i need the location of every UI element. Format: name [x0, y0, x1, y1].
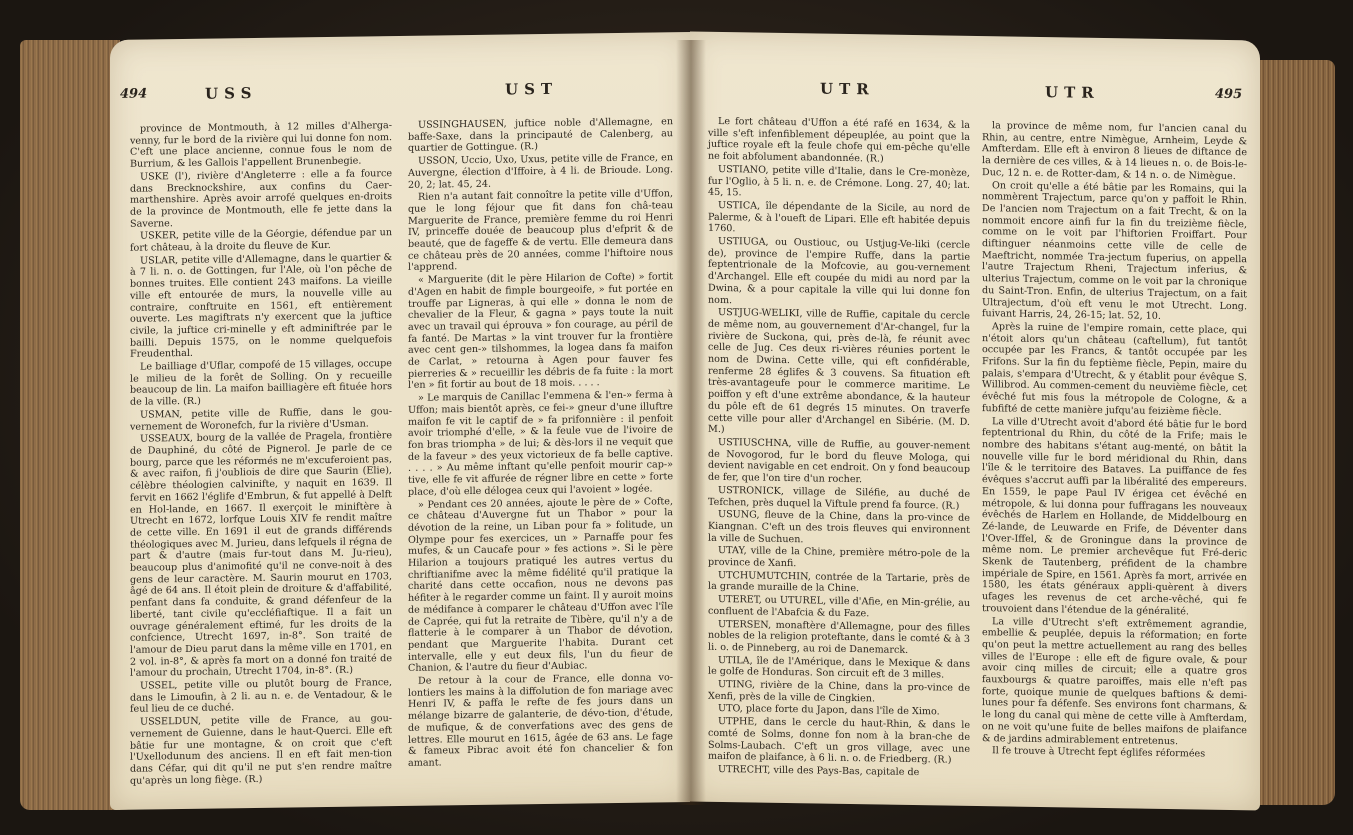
entry-paragraph: USTIANO, petite ville d'Italie, dans le Cre-monèze, fur l'Oglio, à 5 li. n. e. de Crémone. Long. 27, 40; lat. 45, 15. — [708, 163, 970, 199]
entry-paragraph: On croit qu'elle a été bâtie par les Romains, qui la nommèrent Trajectum, parce qu'on y paffoit le Rhin. De l'ancien nom Trajectum on a fait Trecht, & on la nommoit encore ainfi fur la fin du treizième fiècle, comme on le voit par l'hiftorien Froiffart. Pour diftinguer néanmoins cette ville de celle de Maeftricht, nommée Tra-jectum fuperius, on appella l'autre Trajectum Rheni, Trajectum inferius, & ulterius Trajectum, comme on le voit par la chronique du Saint-Tron. Enfin, de ulterius Trajectum, on a fait Ultrajectum, d'où eft venu le mot Utrecht. Long. fuivant Harris, 24, 26-15; lat. 52, 10. — [982, 179, 1247, 323]
entry-paragraph: « Marguerite (dit le père Hilarion de Cofte) » fortit d'Agen en habit de fimple bourgeoife, » fut portée en trouffe par Ligneras, à qui elle » donna le nom de chevalier de la Fleur, & gagna » pays toute la nuit avec un travail qui éprouva » fon courage, au péril de fa fanté. De Martas » la vint trouver fur la frontière avec cent gen-» tilshommes, la logea dans fa maifon de Carlat, » retourna à Agen pour fauver fes pierreries & » recueillir les débris de fa fuite : la mort l'en » fit fortir au bout de 18 mois. . . . . — [408, 271, 673, 392]
entry-paragraph: USLAR, petite ville d'Allemagne, dans le quartier & à 7 li. n. o. de Gottingen, fur l'Ale, où l'on pêche de bonnes truites. Elle contient 243 maifons. La vieille ville eft entourée de murs, la nouvelle ville au contraire, conftruite en 1561, eft entièrement ouverte. Les magiftrats n'y exercent que la juftice civile, la juftice cri-minelle y eft adminiftrée par le bailli. Depuis 1575, on le nomme quelquefois Freudenthal. — [130, 251, 392, 361]
right-page — [690, 32, 1260, 811]
running-head-right-col1: UTR — [820, 79, 875, 99]
entry-paragraph: » Pendant ces 20 années, ajoute le père de » Cofte, ce château d'Auvergne fut un Thabor » pour la dévotion de la reine, un Liban pour fa » folitude, un Olympe pour fes exercices, un » Parnaffe pour fes mufes, & un Caucafe pour » fes actions ». Si le père Hilarion a toujours pratiqué les autres vertus du chriftianifme avec la même fidélité qu'il pratique la charité dans cette occafion, nous ne devons pas héfiter à le regarder comme un faint. Il y auroit moins de médifance à comparer le château d'Uffon avec l'île de Caprée, qui fut la retraite de Tibère, qu'il n'y a de flatterie à le comparer à un Thabor de dévotion, pendant que Marguerite l'habita. Durant cet intervalle, elle y eut deux fils, l'un du fieur de Chanion, & l'autre du fieur d'Aubiac. — [408, 495, 673, 675]
right-page-column-1 — [708, 116, 970, 781]
entry-paragraph: USKE (l'), rivière d'Angleterre : elle a fa fource dans Brecknockshire, aux confins du Caer-marthenshire. Après avoir arrofé quelques en-droits de la province de Montmouth, elle fe jette dans la Saverne. — [130, 167, 392, 230]
entry-paragraph: UTO, place forte du Japon, dans l'île de Ximo. — [718, 703, 940, 718]
entry-paragraph: USSINGHAUSEN, juftice noble d'Allemagne, en baffe-Saxe, dans la principauté de Calenberg, au quartier de Gottingue. (R.) — [408, 116, 673, 155]
entry-paragraph: province de Montmouth, à 12 milles d'Alherga-venny, fur le bord de la rivière qui lui donne fon nom. C'eft une place ancienne, connue fous le nom de Burrium, & les Gallois l'appellent Brunenbegie. — [130, 120, 392, 170]
entry-paragraph: UTERET, ou UTUREL, ville d'Afie, en Min-grélie, au confluent de l'Abafcia & du Faze. — [708, 594, 970, 620]
entry-paragraph: USKER, petite ville de la Géorgie, défendue par un fort château, à la droite du fleuve de Kur. — [130, 227, 392, 254]
entry-paragraph: UTPHE, dans le cercle du haut-Rhin, & dans le comté de Solms, donne fon nom à la bran-che de Solms-Laubach. C'eft un gros village, avec une maifon de plaifance, à 6 li. n. o. de Friedberg. (R.) — [708, 716, 970, 766]
running-head-right-col2: UTR — [1045, 83, 1100, 102]
left-page-column-1 — [130, 120, 392, 788]
entry-paragraph: UTERSEN, monaftère d'Allemagne, pour des filles nobles de la religion proteftante, dans le comté & à 3 li. o. de Pinneberg, au roi de Danemarck. — [708, 618, 970, 656]
entry-paragraph: » Le marquis de Canillac l'emmena & l'en-» ferma à Uffon; mais bientôt après, ce fei-» gneur d'une illuftre maifon fe vit le captif de » fa prifonnière : il penfoit avoir triomphé d'elle, » & la feule vue de l'ivoire de fon bras triompha » de lui; & dès-lors il ne vequit que de la faveur » des yeux victorieux de fa belle captive. . . . . » Au même inftant qu'elle penfoit mourir cap-» tive, elle fe vit affurée de régner libre en cette » forte place, d'où elle délogea ceux qui l'avoient » logée. — [408, 389, 673, 498]
right-page-edges — [1250, 60, 1335, 805]
entry-paragraph: la province de même nom, fur l'ancien canal du Rhin, au centre, entre Nimègue, Arnheim, Leyde & Amfterdam. Elle eft à environ 8 lieues de diftance de la dernière de ces villes, & à 14 lieues n. o. de Bois-le-Duc, 12 n. e. de Rotter-dam, & 14 n. o. de Nimègue. — [982, 120, 1247, 182]
entry-paragraph: USSEAUX, bourg de la vallée de Pragela, frontière de Dauphiné, du côté de Pignerol. Je parle de ce bourg, parce que les réformés ne m'excuferoient pas, & avec raifon, fi j'oubliois de dire que Saurin (Elie), célèbre théologien calvinifte, y naquit en 1639. Il fervit en 1662 l'églife d'Embrun, & fut appellé à Delft en Hol-lande, en 1667. Il exerçoit le miniftère à Utrecht en 1672, lorfque Louis XIV fe rendit maître de cette ville. En 1691 il eut de grands différends théologiques avec M. Jurieu, dans lefquels il régna de part & d'autre (mais fur-tout dans M. Ju-rieu), beaucoup plus d'animofité qu'il ne conve-noit à des gens de leur caractère. M. Saurin mourut en 1703, âgé de 64 ans. Il étoit plein de droiture & d'affabilité, penfant dans fa conduite, & grand défenfeur de la liberté, tant civile qu'eccléfiaftique. Il a fait un ouvrage généralement eftimé, fur les droits de la confcience, Utrecht 1697, in-8°. Son traité de l'amour de Dieu parut dans la même ville en 1701, en 2 vol. in-8°, & après fa mort on a donné fon traité de l'amour du prochain, Utrecht 1704, in-8°. (R.) — [130, 430, 393, 680]
book-gutter — [676, 40, 706, 805]
page-number-right: 495 — [1215, 86, 1243, 103]
left-page — [110, 32, 690, 810]
entry-paragraph: Le fort château d'Uffon a été rafé en 1634, & la ville s'eft infenfiblement dépeuplée, au point que la juftice royale eft la feule chofe qui em-pêche qu'elle ne foit abfolument abandonnée. (R.) — [708, 115, 970, 165]
left-page-edges — [20, 40, 120, 810]
entry-paragraph: USTIUGA, ou Oustiouc, ou Ustjug-Ve-liki (cercle de), province de l'empire Ruffe, dans la partie feptentrionale de la Mofcovie, au gou-vernement d'Archangel. Elle eft coupée du midi au nord par la Dwina, & a pour capitale la ville qui lui donne fon nom. — [708, 235, 970, 306]
entry-paragraph: Rien n'a autant fait connoître la petite ville d'Uffon, que le long féjour que fit dans fon châ-teau Marguerite de France, première femme du roi Henri IV, princeffe douée de beaucoup plus d'efprit & de beauté, que de fageffe & de vertu. Elle demeura dans ce château près de 20 années, comme l'hiftoire nous l'apprend. — [408, 188, 673, 274]
left-page-column-2 — [408, 116, 673, 770]
entry-paragraph: USTICA, île dépendante de la Sicile, au nord de Palerme, & à l'oueft de Lipari. Elle eft habitée depuis 1760. — [708, 199, 970, 235]
entry-paragraph: USTIUSCHNA, ville de Ruffie, au gouver-nement de Novogorod, fur le bord du fleuve Mologa, qui devient navigable en cet endroit. On y fond beaucoup de fer, que l'on tire d'un rocher. — [708, 436, 970, 486]
page-number-left: 494 — [120, 86, 148, 102]
entry-paragraph: La ville d'Utrecht avoit d'abord été bâtie fur le bord feptentrional du Rhin, du côté de la Frife; mais le nombre des habitans s'étant aug-menté, on bâtit la nouvelle ville fur le bord méridional du Rhin, dans l'île & le territoire des Bataves. La puiffance de fes évêques s'accrut auffi par la libéralité des empereurs. En 1559, le pape Paul IV érigea cet évêché en métropole, & lui donna pour fuffragans les nouveaux évêchés de Harlem en Hollande, de Middelbourg en Zé-lande, de Leuwarde en Frife, de Déventer dans l'Over-Iffel, & de Groningue dans la province de même nom. Le premier archevêque fut Fré-deric Skenk de Tautenberg, préfident de la chambre impériale de Spire, en 1561. Après fa mort, arrivée en 1580, les états généraux appli-quèrent à divers ufages les revenus de cet arche-vêché, qui fe trouvoient dans l'étendue de la généralité. — [982, 415, 1247, 618]
entry-paragraph: USSON, Uccio, Uxo, Uxus, petite ville de France, en Auvergne, élection d'Iffoire, à 4 li. de Brioude. Long. 20, 2; lat. 45, 24. — [408, 152, 673, 191]
running-head-left-col1: USS — [205, 83, 258, 103]
entry-paragraph: USTJUG-WELIKI, ville de Ruffie, capitale du cercle de même nom, au gouvernement d'Ar-changel, fur la rivière de Suckona, qui, près de-là, fe réunit avec celle de Jug. Ces deux ri-vières réunies portent le nom de Dwina. Cette ville, qui eft confidérable, renferme 28 églifes & 3 couvens. Sa fituation eft très-avantageufe pour le commerce maritime. Le poiffon y eft d'une extrême abondance, & la hauteur du pôle eft de 61 degrés 15 minutes. On traverfe cette ville pour aller d'Archangel en Sibérie. (M. D. M.) — [708, 307, 970, 436]
entry-paragraph: UTAY, ville de la Chine, première métro-pole de la province de Xanfi. — [708, 545, 970, 570]
entry-paragraph: USSEL, petite ville ou plutôt bourg de France, dans le Limoufin, à 2 li. au n. e. de Ventadour, & le feul lieu de ce duché. — [130, 677, 392, 716]
entry-paragraph: USUNG, fleuve de la Chine, dans la pro-vince de Kiangnan. C'eft un des trois fleuves qui environnent la ville de Suchuen. — [708, 509, 970, 545]
entry-paragraph: USMAN, petite ville de Ruffie, dans le gou-vernement de Woronefch, fur la rivière d'Usman. — [130, 405, 392, 433]
entry-paragraph: UTRECHT, ville des Pays-Bas, capitale de — [718, 763, 920, 779]
entry-paragraph: De retour à la cour de France, elle donna vo-lontiers les mains à la diffolution de fon mariage avec Henri IV, & paffa le refte de fes jours dans un mélange bizarre de galanterie, de dévo-tion, d'étude, de mufique, & de converfations avec des gens de lettres. Elle mourut en 1615, âgée de 63 ans. Le fage & fameux Pibrac avoit été fon chancelier & fon amant. — [408, 672, 673, 769]
entry-paragraph: UTILA, île de l'Amérique, dans le Mexique & dans le golfe de Honduras. Son circuit eft de 3 milles. — [708, 654, 970, 681]
entry-paragraph: La ville d'Utrecht s'eft extrêmement agrandie, embellie & peuplée, depuis la réformation; en forte qu'on peut la mettre actuellement au rang des belles villes de l'Europe : elle eft de figure ovale, & pour avoir cinq milles de circuit; elle a quatre gros fauxbourgs & quatre paroiffes, mais elle n'eft pas forte, quoique munie de quelques baftions & demi-lunes pour fa défenfe. Ses environs font charmans, & le long du canal qui mène de cette ville à Amfterdam, on ne voit qu'une fuite de belles maifons de plaifance & de jardins admirablement entretenus. — [982, 615, 1247, 747]
entry-paragraph: Après la ruine de l'empire romain, cette place, qui n'étoit alors qu'un château (caftellum), fut tantôt occupée par les Francs, & tantôt occupée par les Frifons. Sur la fin du feptième fiècle, Pepin, maire du palais, s'empara d'Utrecht, & y établit pour évêque S. Willibrod. Au commen-cement du neuvième fiècle, cet évêché fut mis fous la métropole de Cologne, & a fubfifté de cette manière jufqu'au feizième fiècle. — [982, 321, 1247, 418]
entry-paragraph: USTRONICK, village de Siléfie, au duché de Tefchen, près duquel la Viftule prend fa fource. (R.) — [708, 484, 970, 512]
entry-paragraph: UTCHUMUTCHIN, contrée de la Tartarie, près de la grande muraille de la Chine. — [708, 569, 970, 595]
entry-paragraph: USSELDUN, petite ville de France, au gou-vernement de Guienne, dans le haut-Querci. Elle eft bâtie fur une montagne, & on croit que c'eft l'Uxellodunum des anciens. Il en eft fait men-tion dans Céfar, qui dit qu'il ne put s'en rendre maître qu'après un long fiège. (R.) — [130, 713, 392, 787]
entry-paragraph: Il fe trouve à Utrecht fept églifes réformées — [992, 745, 1206, 760]
entry-paragraph: Le bailliage d'Uflar, compofé de 15 villages, occupe le milieu de la forêt de Solling. On y recueille beaucoup de lin. La maifon bailliagère eft fituée hors de la ville. (R.) — [130, 358, 392, 408]
entry-paragraph: UTING, rivière de la Chine, dans la pro-vince de Xenfi, près de la ville de Cingkien. — [708, 679, 970, 705]
right-page-column-2 — [982, 120, 1247, 762]
running-head-left-col2: UST — [505, 79, 559, 99]
